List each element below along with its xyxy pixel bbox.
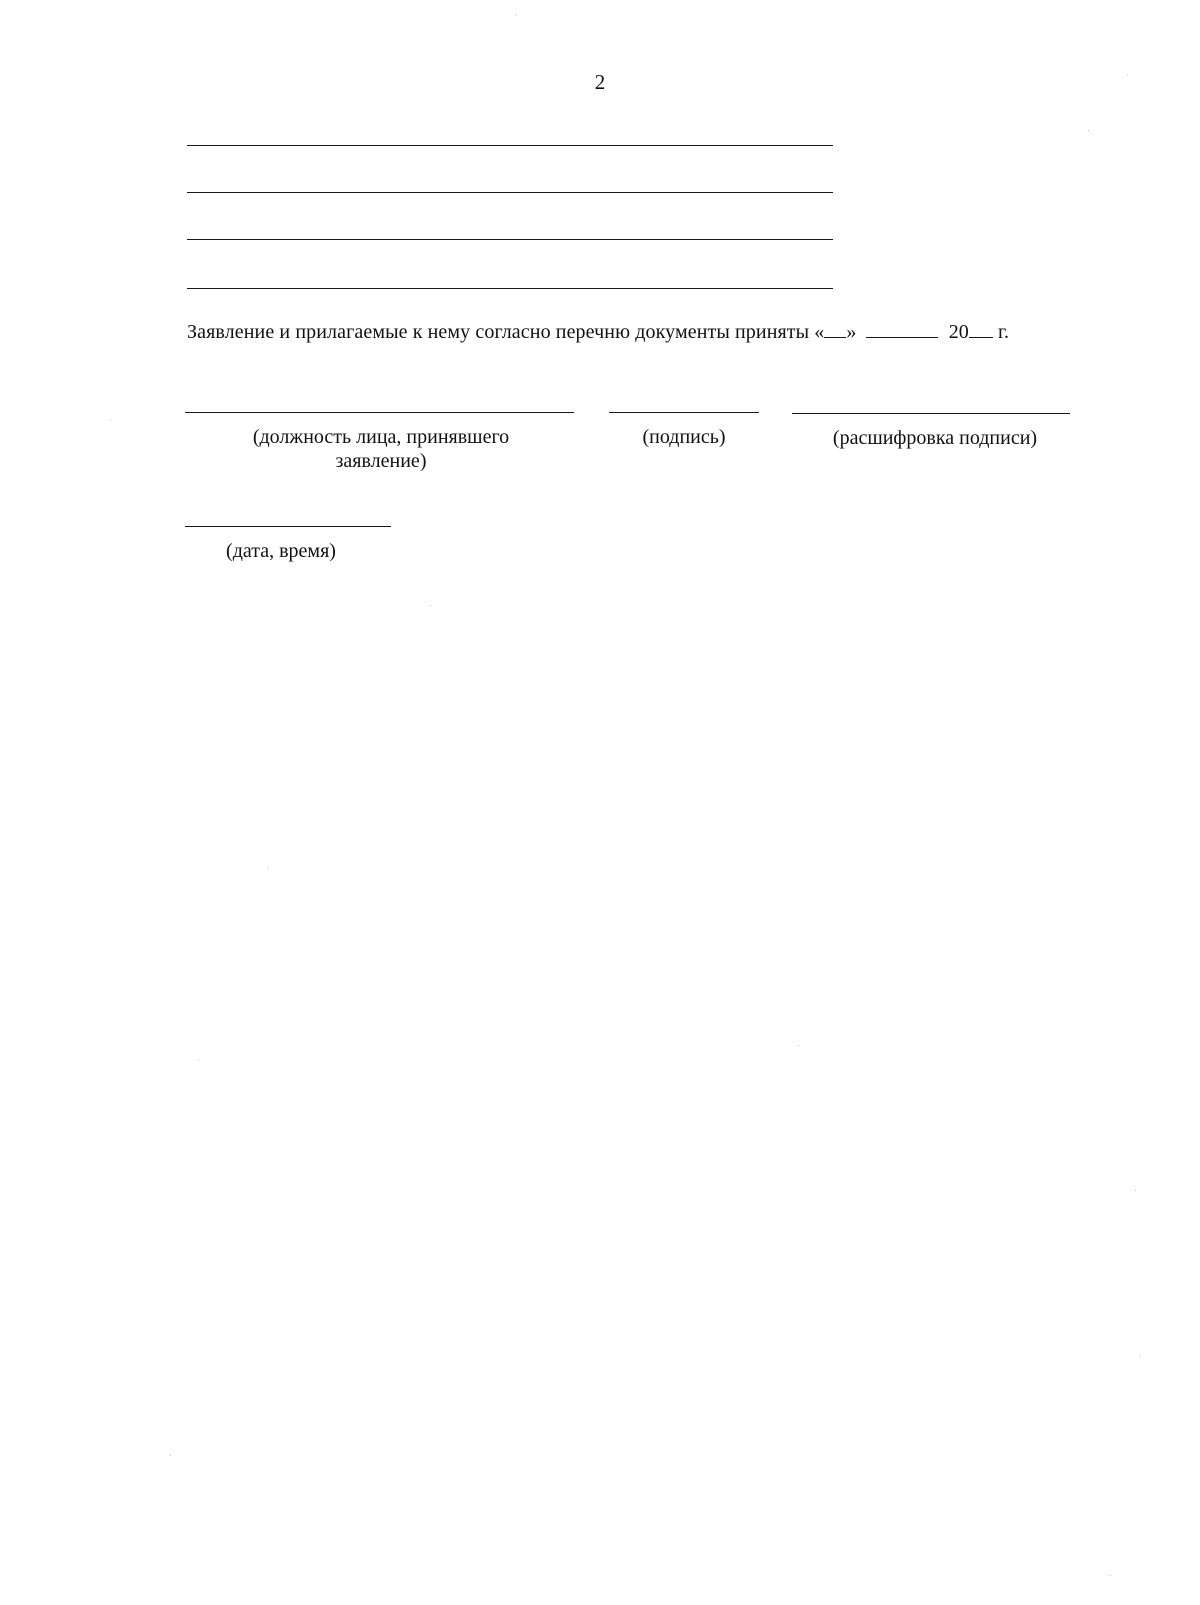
scan-speck [268, 868, 269, 869]
position-caption: (должность лица, принявшего заявление) [252, 426, 510, 472]
signature-caption: (подпись) [642, 426, 726, 448]
scan-speck [198, 1060, 199, 1061]
scan-speck [798, 1045, 799, 1046]
date-caption: (дата, время) [226, 540, 336, 562]
year-prefix: 20 [948, 321, 969, 343]
scan-speck [1088, 130, 1089, 131]
acceptance-statement [187, 319, 1009, 344]
statement-quote-close: » [846, 321, 857, 343]
month-blank [866, 319, 938, 338]
scan-speck [430, 605, 431, 606]
year-suffix: г. [992, 321, 1010, 343]
scan-speck [1127, 75, 1128, 76]
scan-speck [170, 1455, 171, 1456]
blank-line-2 [187, 192, 833, 193]
decryption-caption: (расшифровка подписи) [832, 427, 1038, 449]
page-number: 2 [594, 70, 606, 94]
statement-text: Заявление и прилагаемые к нему согласно перечню документы приняты « [187, 321, 825, 343]
blank-line-1 [187, 145, 833, 146]
scan-speck [516, 14, 517, 15]
signature-line [609, 412, 759, 413]
position-line [185, 412, 574, 413]
scan-speck [1110, 1575, 1111, 1576]
scan-speck [110, 420, 111, 421]
decryption-line [792, 413, 1070, 414]
scan-speck [1135, 1190, 1136, 1191]
year-blank [969, 319, 993, 338]
blank-line-4 [187, 288, 833, 289]
date-line [185, 526, 391, 527]
day-blank [824, 319, 846, 338]
scan-speck [1140, 1355, 1141, 1356]
blank-line-3 [187, 239, 833, 240]
